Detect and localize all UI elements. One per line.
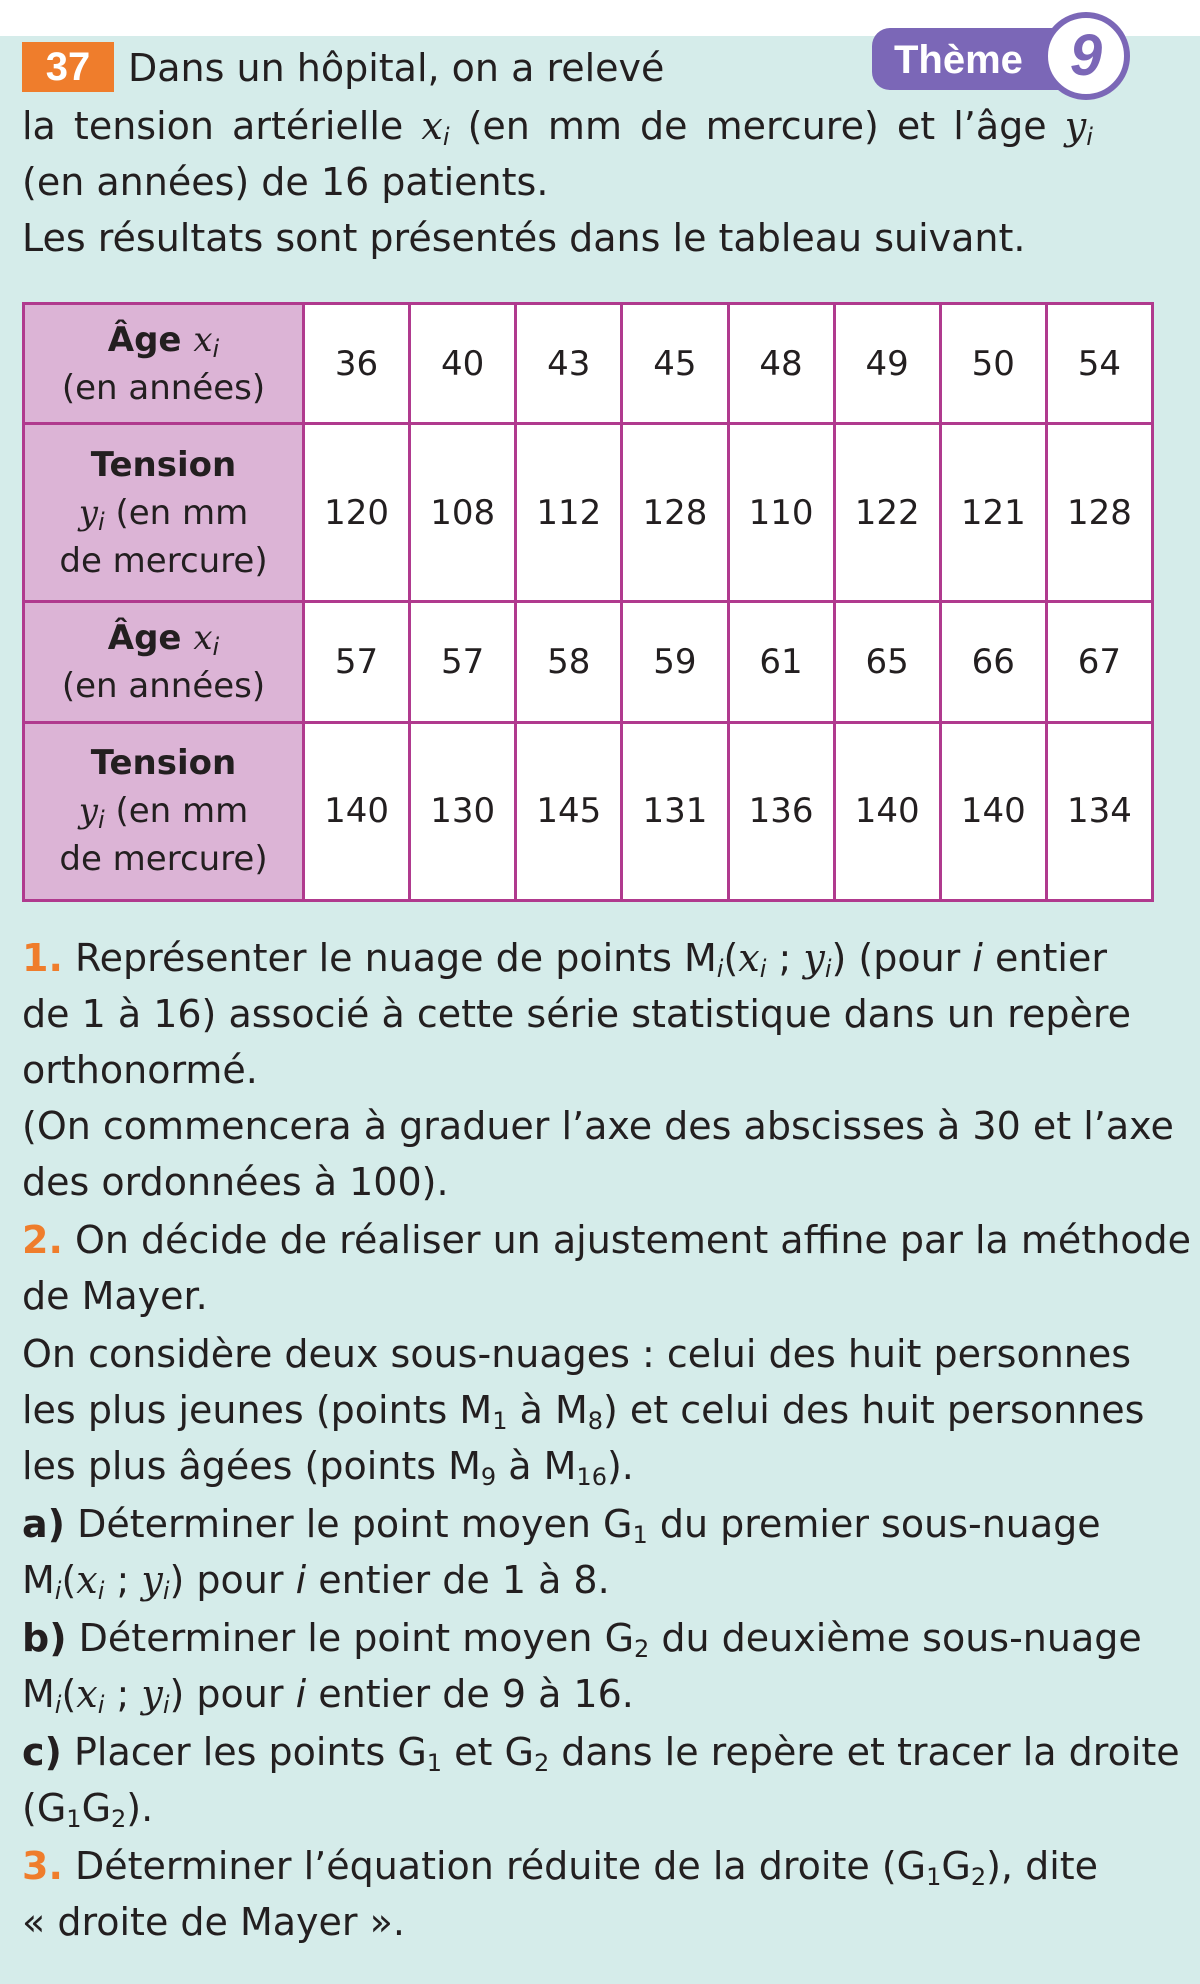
question-1-line-3: orthonormé. xyxy=(22,1048,258,1092)
table-cell: 59 xyxy=(622,602,728,722)
table-cell: 140 xyxy=(304,722,410,900)
table-cell: 50 xyxy=(940,304,1046,424)
table-cell: 140 xyxy=(834,722,940,900)
question-3-line-1: 3. Déterminer l’équation réduite de la droite $(G_1G_2)$, dite xyxy=(22,1844,1099,1891)
question-2-line-5: les plus âgées (points $M_9$ à $M_{16}$). xyxy=(22,1444,634,1491)
question-3-line-2: « droite de Mayer ». xyxy=(22,1900,405,1944)
table-cell: 131 xyxy=(622,722,728,900)
table-cell: 67 xyxy=(1046,602,1152,722)
table-cell: 145 xyxy=(516,722,622,900)
question-1-line-1: 1. Représenter le nuage de points $M_i(x_i$ ; $y_i$) (pour i entier xyxy=(22,936,1107,983)
table-cell: 112 xyxy=(516,424,622,602)
question-2a-line-1: a) Déterminer le point moyen $G_1$ du premier sous-nuage xyxy=(22,1502,1101,1549)
table-cell: 108 xyxy=(410,424,516,602)
exercise-number: 37 xyxy=(22,42,114,92)
question-1-line-4: (On commencera à graduer l’axe des abscisses à 30 et l’axe xyxy=(22,1104,1174,1148)
table-cell: 134 xyxy=(1046,722,1152,900)
table-cell: 40 xyxy=(410,304,516,424)
question-2b-line-2: $M_i(x_i$ ; $y_i$) pour i entier de 9 à 16. xyxy=(22,1672,634,1719)
question-2b-line-1: b) Déterminer le point moyen $G_2$ du deuxième sous-nuage xyxy=(22,1616,1142,1663)
question-2-line-2: de Mayer. xyxy=(22,1274,208,1318)
table-cell: 121 xyxy=(940,424,1046,602)
question-2-line-4: les plus jeunes (points $M_1$ à $M_8$) et celui des huit personnes xyxy=(22,1388,1145,1435)
table-cell: 110 xyxy=(728,424,834,602)
table-cell: 65 xyxy=(834,602,940,722)
data-table xyxy=(22,302,1154,902)
table-cell: 45 xyxy=(622,304,728,424)
question-2-line-1: 2. On décide de réaliser un ajustement affine par la méthode xyxy=(22,1218,1192,1262)
question-2-line-3: On considère deux sous-nuages : celui des huit personnes xyxy=(22,1332,1132,1376)
table-cell: 120 xyxy=(304,424,410,602)
theme-number-circle xyxy=(1042,12,1130,100)
row-header-tension: Tension $y_i$ (en mm de mercure) xyxy=(24,424,304,602)
theme-badge xyxy=(872,12,1140,92)
table-row xyxy=(24,602,1153,722)
table-cell: 49 xyxy=(834,304,940,424)
question-2a-line-2: $M_i(x_i$ ; $y_i$) pour i entier de 1 à 8. xyxy=(22,1558,610,1605)
question-1-line-2: de 1 à 16) associé à cette série statistique dans un repère xyxy=(22,992,1132,1036)
table-row xyxy=(24,722,1153,900)
table-cell: 130 xyxy=(410,722,516,900)
table-cell: 66 xyxy=(940,602,1046,722)
row-header-age: Âge $x_i$ (en années) xyxy=(24,602,304,722)
row-header-tension: Tension $y_i$ (en mm de mercure) xyxy=(24,722,304,900)
table-cell: 128 xyxy=(1046,424,1152,602)
table-cell: 128 xyxy=(622,424,728,602)
row-header-age: Âge $x_i$ (en années) xyxy=(24,304,304,424)
table-cell: 57 xyxy=(410,602,516,722)
theme-label: Thème xyxy=(894,38,1023,82)
table-cell: 57 xyxy=(304,602,410,722)
table-cell: 61 xyxy=(728,602,834,722)
intro-line-1: Dans un hôpital, on a relevé xyxy=(128,46,665,90)
table-cell: 140 xyxy=(940,722,1046,900)
question-2c-line-1: c) Placer les points $G_1$ et $G_2$ dans le repère et tracer la droite xyxy=(22,1730,1180,1777)
table-cell: 54 xyxy=(1046,304,1152,424)
table-cell: 58 xyxy=(516,602,622,722)
table-cell: 48 xyxy=(728,304,834,424)
theme-number: 9 xyxy=(1069,23,1103,88)
table-cell: 36 xyxy=(304,304,410,424)
question-2c-line-2: $(G_1G_2)$. xyxy=(22,1786,154,1833)
intro-line-4: Les résultats sont présentés dans le tableau suivant. xyxy=(22,216,1026,260)
table-cell: 43 xyxy=(516,304,622,424)
intro-line-2: la tension artérielle $x_i$ (en mm de mercure) et l’âge $y_i$ xyxy=(22,104,1093,151)
table-cell: 122 xyxy=(834,424,940,602)
intro-line-3: (en années) de 16 patients. xyxy=(22,160,549,204)
table-cell: 136 xyxy=(728,722,834,900)
table-row xyxy=(24,304,1153,424)
table-row xyxy=(24,424,1153,602)
question-1-line-5: des ordonnées à 100). xyxy=(22,1160,449,1204)
